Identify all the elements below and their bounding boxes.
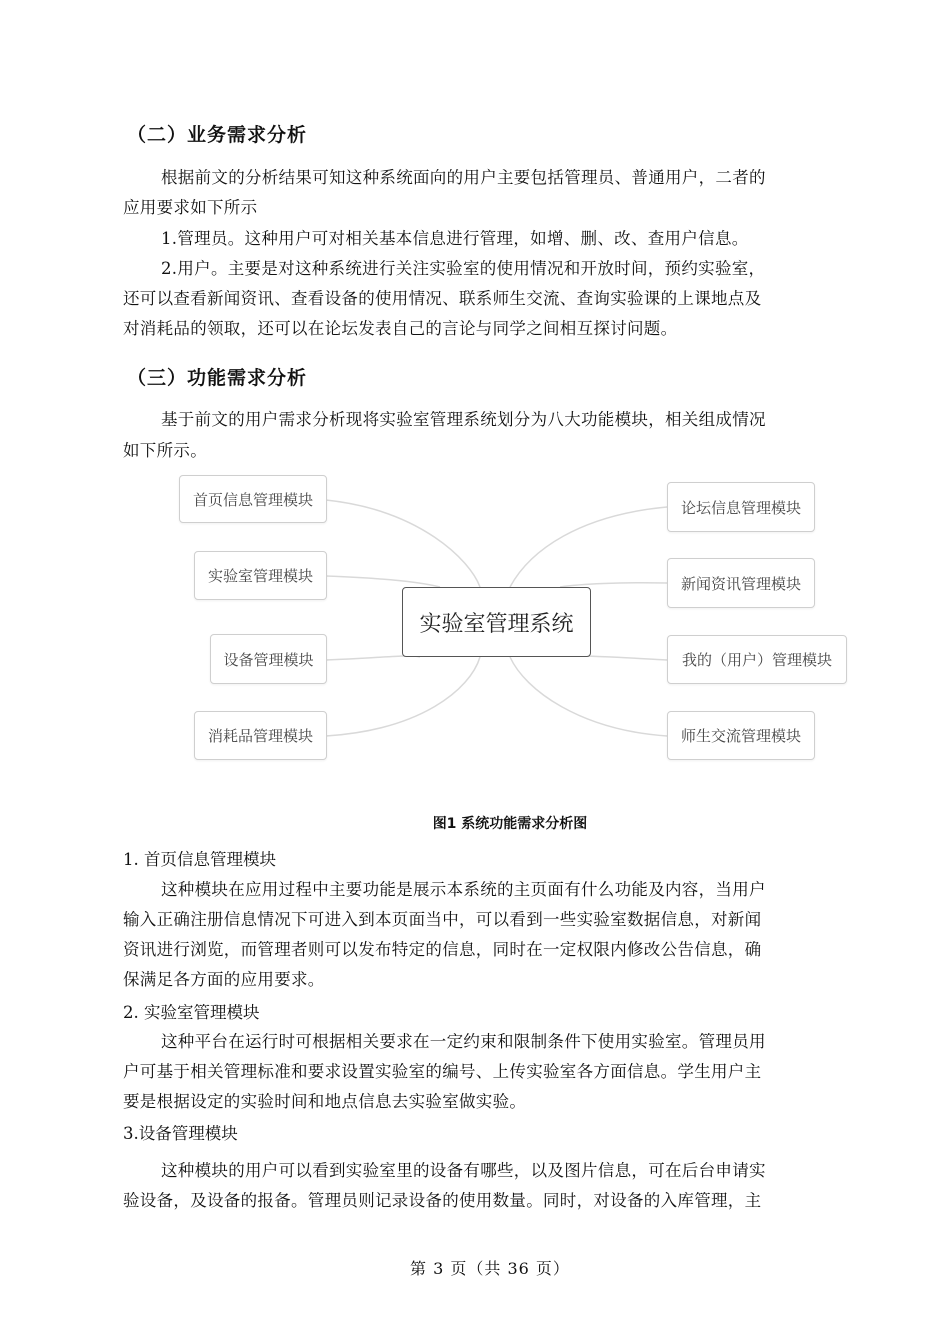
node-homepage-module: 首页信息管理模块	[179, 475, 327, 523]
paragraph: 基于前文的用户需求分析现将实验室管理系统划分为八大功能模块，相关组成情况	[161, 410, 766, 429]
paragraph: 保满足各方面的应用要求。	[123, 970, 325, 989]
central-node: 实验室管理系统	[402, 587, 591, 657]
paragraph: 要是根据设定的实验时间和地点信息去实验室做实验。	[123, 1092, 527, 1111]
node-forum-module: 论坛信息管理模块	[667, 482, 815, 532]
mind-map-diagram	[0, 470, 950, 770]
node-teacher-student-module: 师生交流管理模块	[667, 711, 815, 760]
paragraph: 还可以查看新闻资讯、查看设备的使用情况、联系师生交流、查询实验课的上课地点及	[123, 289, 762, 308]
paragraph: 2.用户。主要是对这种系统进行关注实验室的使用情况和开放时间，预约实验室，	[161, 259, 766, 278]
node-user-module: 我的（用户）管理模块	[667, 635, 847, 684]
paragraph: 输入正确注册信息情况下可进入到本页面当中，可以看到一些实验室数据信息，对新闻	[123, 910, 762, 929]
section-heading-business: （二）业务需求分析	[127, 124, 308, 146]
paragraph: 这种模块在应用过程中主要功能是展示本系统的主页面有什么功能及内容，当用户	[161, 880, 766, 899]
paragraph: 这种模块的用户可以看到实验室里的设备有哪些，以及图片信息，可在后台申请实	[161, 1161, 766, 1180]
paragraph: 根据前文的分析结果可知这种系统面向的用户主要包括管理员、普通用户，二者的	[161, 168, 766, 187]
module-heading: 2. 实验室管理模块	[123, 1003, 260, 1022]
figure-caption: 图1 系统功能需求分析图	[432, 816, 588, 832]
paragraph: 这种平台在运行时可根据相关要求在一定约束和限制条件下使用实验室。管理员用	[161, 1032, 766, 1051]
node-equipment-module: 设备管理模块	[210, 634, 327, 684]
node-lab-module: 实验室管理模块	[194, 551, 327, 600]
paragraph: 应用要求如下所示	[123, 198, 258, 217]
module-heading: 1. 首页信息管理模块	[123, 850, 276, 869]
paragraph: 资讯进行浏览，而管理者则可以发布特定的信息，同时在一定权限内修改公告信息，确	[123, 940, 762, 959]
paragraph: 户可基于相关管理标准和要求设置实验室的编号、上传实验室各方面信息。学生用户主	[123, 1062, 762, 1081]
paragraph: 验设备，及设备的报备。管理员则记录设备的使用数量。同时，对设备的入库管理，主	[123, 1191, 762, 1210]
module-heading: 3.设备管理模块	[123, 1124, 238, 1143]
paragraph: 1.管理员。这种用户可对相关基本信息进行管理，如增、删、改、查用户信息。	[161, 229, 749, 248]
node-consumables-module: 消耗品管理模块	[194, 711, 327, 760]
page-footer: 第 3 页（共 36 页）	[410, 1259, 570, 1278]
section-heading-function: （三）功能需求分析	[127, 367, 308, 389]
node-news-module: 新闻资讯管理模块	[667, 558, 815, 608]
paragraph: 如下所示。	[123, 441, 207, 460]
paragraph: 对消耗品的领取，还可以在论坛发表自己的言论与同学之间相互探讨问题。	[123, 319, 678, 338]
